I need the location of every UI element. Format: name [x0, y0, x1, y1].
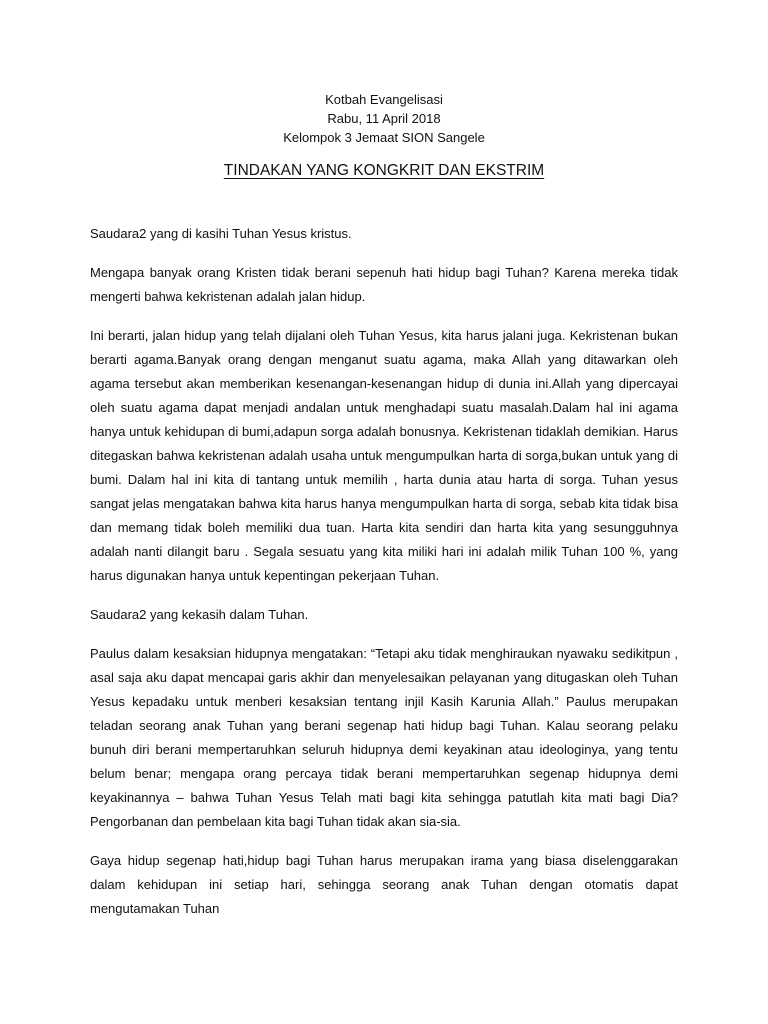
- body-paragraph: Paulus dalam kesaksian hidupnya mengatakan: “Tetapi aku tidak menghiraukan nyawaku sedikitpun , asal saja aku dapat mencapai garis akhir dan menyelesaikan pelayanan yang ditugaskan oleh Tuhan Yesus kepadaku untuk menberi kesaksian tentang injil Kasih Karunia Allah.” Paulus merupakan teladan seorang anak Tuhan yang berani segenap hati hidup bagi Tuhan. Kalau seorang pelaku bunuh diri berani mempertaruhkan seluruh hidupnya demi keyakinan atau ideologinya, yang tentu belum benar; mengapa orang percaya tidak berani mempertaruhkan segenap hidupnya demi keyakinannya – bahwa Tuhan Yesus Telah mati bagi kita sehingga patutlah kita mati bagi Dia? Pengorbanan dan pembelaan kita bagi Tuhan tidak akan sia-sia.: [90, 646, 678, 829]
- sermon-header: [0, 90, 768, 147]
- sermon-title-container: [0, 162, 768, 180]
- header-group: Kelompok 3 Jemaat SION Sangele: [283, 130, 485, 145]
- body-paragraph: Saudara2 yang di kasihi Tuhan Yesus kristus.: [90, 226, 352, 241]
- body-paragraph: Gaya hidup segenap hati,hidup bagi Tuhan harus merupakan irama yang biasa diselenggarakan dalam kehidupan ini setiap hari, sehingga seorang anak Tuhan dengan otomatis dapat mengutamakan Tuhan: [90, 853, 678, 916]
- sermon-title: TINDAKAN YANG KONGKRIT DAN EKSTRIM: [223, 162, 545, 179]
- body-paragraph: Ini berarti, jalan hidup yang telah dijalani oleh Tuhan Yesus, kita harus jalani juga. Kekristenan bukan berarti agama.Banyak orang dengan menganut suatu agama, maka Allah yang ditawarkan oleh agama tersebut akan memberikan kesenangan-kesenangan hidup di dunia ini.Allah yang dipercayai oleh suatu agama dapat menjadi andalan untuk menghadapi suatu masalah.Dalam hal ini agama hanya untuk kehidupan di bumi,adapun sorga adalah bonusnya. Kekristenan tidaklah demikian. Harus ditegaskan bahwa kekristenan adalah usaha untuk mengumpulkan harta di sorga,bukan untuk yang di bumi. Dalam hal ini kita di tantang untuk memilih , harta dunia atau harta di sorga. Tuhan yesus sangat jelas mengatakan bahwa kita harus hanya mengumpulkan harta di sorga, sebab kita tidak bisa dan memang tidak boleh memiliki dua tuan. Harta kita sendiri dan harta kita yang sesungguhnya adalah nanti dilangit baru . Segala sesuatu yang kita miliki hari ini adalah milik Tuhan 100 %, yang harus digunakan hanya untuk kepentingan pekerjaan Tuhan.: [90, 328, 678, 583]
- sermon-body: [90, 222, 678, 936]
- body-paragraph: Mengapa banyak orang Kristen tidak berani sepenuh hati hidup bagi Tuhan? Karena mereka tidak mengerti bahwa kekristenan adalah jalan hidup.: [90, 265, 678, 304]
- header-event: Kotbah Evangelisasi: [325, 92, 443, 107]
- body-paragraph: Saudara2 yang kekasih dalam Tuhan.: [90, 607, 309, 622]
- header-date: Rabu, 11 April 2018: [327, 111, 441, 126]
